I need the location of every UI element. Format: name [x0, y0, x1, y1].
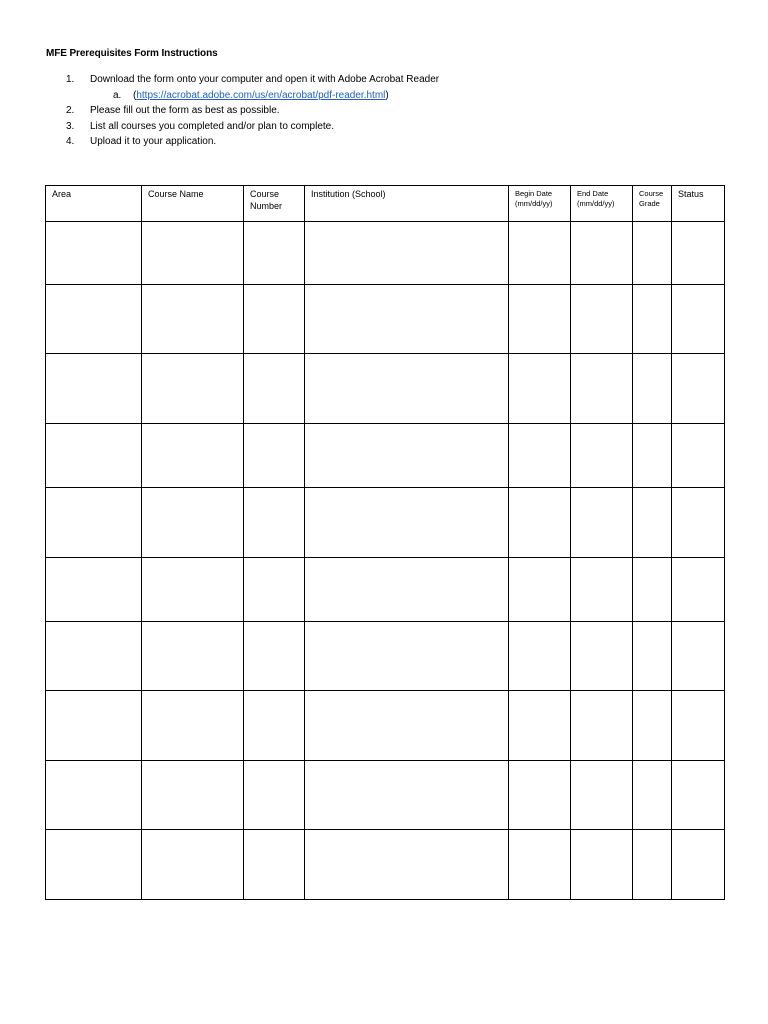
begin-date-cell[interactable] — [509, 354, 571, 424]
course-number-cell[interactable] — [244, 691, 305, 761]
prerequisites-table — [45, 185, 725, 900]
area-cell[interactable] — [46, 222, 142, 285]
institution-cell[interactable] — [305, 622, 509, 691]
acrobat-reader-link[interactable]: https://acrobat.adobe.com/us/en/acrobat/pdf-reader.html — [136, 89, 386, 101]
header-status: Status — [672, 186, 725, 222]
institution-cell[interactable] — [305, 222, 509, 285]
begin-date-cell[interactable] — [509, 691, 571, 761]
course-grade-cell[interactable] — [633, 691, 672, 761]
course-grade-cell[interactable] — [633, 830, 672, 900]
course-name-cell[interactable] — [142, 761, 244, 830]
course-number-cell[interactable] — [244, 285, 305, 354]
header-course-name: Course Name — [142, 186, 244, 222]
end-date-cell[interactable] — [571, 558, 633, 622]
step-text: Upload it to your application. — [90, 136, 217, 147]
begin-date-cell[interactable] — [509, 222, 571, 285]
begin-date-cell[interactable] — [509, 558, 571, 622]
course-grade-cell[interactable] — [633, 424, 672, 488]
status-cell[interactable] — [672, 830, 725, 900]
header-begin-date: Begin Date (mm/dd/yy) — [509, 186, 571, 222]
area-cell[interactable] — [46, 354, 142, 424]
table-row — [46, 285, 725, 354]
course-name-cell[interactable] — [142, 285, 244, 354]
status-cell[interactable] — [672, 354, 725, 424]
course-number-cell[interactable] — [244, 488, 305, 558]
header-area: Area — [46, 186, 142, 222]
area-cell[interactable] — [46, 761, 142, 830]
header-institution: Institution (School) — [305, 186, 509, 222]
link-open-paren: ( — [133, 89, 137, 101]
begin-date-cell[interactable] — [509, 622, 571, 691]
course-grade-cell[interactable] — [633, 488, 672, 558]
instruction-step-4 — [66, 134, 439, 150]
end-date-cell[interactable] — [571, 622, 633, 691]
page-title: MFE Prerequisites Form Instructions — [46, 48, 218, 59]
step-number: 3. — [66, 120, 75, 132]
area-cell[interactable] — [46, 285, 142, 354]
instruction-step-3 — [66, 119, 439, 135]
institution-cell[interactable] — [305, 488, 509, 558]
institution-cell[interactable] — [305, 354, 509, 424]
table-row — [46, 558, 725, 622]
end-date-cell[interactable] — [571, 830, 633, 900]
table-row — [46, 424, 725, 488]
status-cell[interactable] — [672, 622, 725, 691]
status-cell[interactable] — [672, 761, 725, 830]
institution-cell[interactable] — [305, 761, 509, 830]
area-cell[interactable] — [46, 488, 142, 558]
institution-cell[interactable] — [305, 830, 509, 900]
institution-cell[interactable] — [305, 691, 509, 761]
status-cell[interactable] — [672, 691, 725, 761]
end-date-cell[interactable] — [571, 354, 633, 424]
course-number-cell[interactable] — [244, 424, 305, 488]
end-date-cell[interactable] — [571, 222, 633, 285]
table-body — [46, 222, 725, 900]
course-name-cell[interactable] — [142, 424, 244, 488]
table-row — [46, 830, 725, 900]
begin-date-cell[interactable] — [509, 285, 571, 354]
step-number: 1. — [66, 74, 75, 85]
end-date-cell[interactable] — [571, 761, 633, 830]
course-name-cell[interactable] — [142, 830, 244, 900]
header-course-grade: Course Grade — [633, 186, 672, 222]
course-grade-cell[interactable] — [633, 222, 672, 285]
status-cell[interactable] — [672, 285, 725, 354]
course-grade-cell[interactable] — [633, 285, 672, 354]
course-number-cell[interactable] — [244, 558, 305, 622]
course-name-cell[interactable] — [142, 488, 244, 558]
step-number: 2. — [66, 105, 75, 116]
begin-date-cell[interactable] — [509, 488, 571, 558]
table-row — [46, 761, 725, 830]
area-cell[interactable] — [46, 558, 142, 622]
institution-cell[interactable] — [305, 285, 509, 354]
course-name-cell[interactable] — [142, 354, 244, 424]
status-cell[interactable] — [672, 424, 725, 488]
end-date-cell[interactable] — [571, 424, 633, 488]
course-name-cell[interactable] — [142, 222, 244, 285]
course-number-cell[interactable] — [244, 354, 305, 424]
course-grade-cell[interactable] — [633, 558, 672, 622]
course-grade-cell[interactable] — [633, 354, 672, 424]
end-date-cell[interactable] — [571, 285, 633, 354]
area-cell[interactable] — [46, 691, 142, 761]
status-cell[interactable] — [672, 222, 725, 285]
status-cell[interactable] — [672, 488, 725, 558]
header-end-date: End Date (mm/dd/yy) — [571, 186, 633, 222]
end-date-cell[interactable] — [571, 488, 633, 558]
link-close-paren: ) — [385, 89, 389, 101]
course-name-cell[interactable] — [142, 558, 244, 622]
status-cell[interactable] — [672, 558, 725, 622]
area-cell[interactable] — [46, 830, 142, 900]
end-date-cell[interactable] — [571, 691, 633, 761]
institution-cell[interactable] — [305, 424, 509, 488]
table-header-row — [46, 186, 725, 222]
step-text: Download the form onto your computer and open it with Adobe Acrobat Reader — [90, 74, 440, 85]
course-number-cell[interactable] — [244, 761, 305, 830]
table-row — [46, 488, 725, 558]
course-grade-cell[interactable] — [633, 761, 672, 830]
begin-date-cell[interactable] — [509, 761, 571, 830]
header-course-number: Course Number — [244, 186, 305, 222]
table-row — [46, 222, 725, 285]
course-number-cell[interactable] — [244, 830, 305, 900]
substep-letter: a. — [113, 89, 122, 101]
table-row — [46, 622, 725, 691]
table-row — [46, 691, 725, 761]
area-cell[interactable] — [46, 424, 142, 488]
step-text: Please fill out the form as best as possible. — [90, 105, 280, 116]
institution-cell[interactable] — [305, 558, 509, 622]
area-cell[interactable] — [46, 622, 142, 691]
instruction-substep-a — [66, 88, 439, 104]
instruction-list — [66, 72, 439, 150]
begin-date-cell[interactable] — [509, 424, 571, 488]
instruction-step-2 — [66, 103, 439, 119]
course-name-cell[interactable] — [142, 691, 244, 761]
course-number-cell[interactable] — [244, 222, 305, 285]
step-number: 4. — [66, 136, 75, 147]
course-name-cell[interactable] — [142, 622, 244, 691]
table-row — [46, 354, 725, 424]
instruction-step-1 — [66, 72, 439, 88]
step-text: List all courses you completed and/or plan to complete. — [90, 120, 335, 132]
course-number-cell[interactable] — [244, 622, 305, 691]
course-grade-cell[interactable] — [633, 622, 672, 691]
begin-date-cell[interactable] — [509, 830, 571, 900]
